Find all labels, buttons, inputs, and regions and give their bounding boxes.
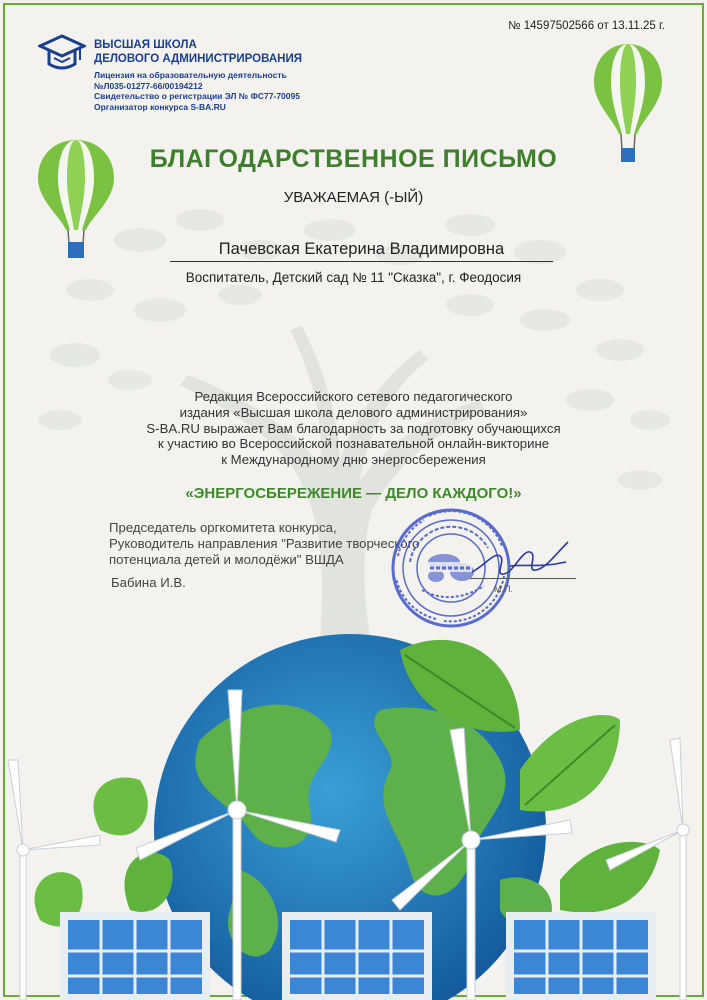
registration-line: Свидетельство о регистрации ЭЛ № ФС77-70095 bbox=[94, 91, 300, 101]
solar-panel-icon bbox=[282, 912, 432, 1000]
solar-panel-icon bbox=[506, 912, 656, 1000]
body-line: издания «Высшая школа делового администрирования» bbox=[179, 404, 528, 420]
body-line: к Международному дню энергосбережения bbox=[221, 452, 486, 468]
license-line1: Лицензия на образовательную деятельность bbox=[94, 70, 287, 80]
organization-name bbox=[94, 38, 302, 66]
recipient-position: Воспитатель, Детский сад № 11 "Сказка", г. Феодосия bbox=[185, 270, 522, 285]
body-line: к участию во Всероссийской познавательной онлайн-викторине bbox=[157, 436, 550, 452]
org-name-line2: ДЕЛОВОГО АДМИНИСТРИРОВАНИЯ bbox=[94, 53, 303, 65]
recipient-name: Пачевская Екатерина Владимировна bbox=[170, 240, 553, 262]
greeting: УВАЖАЕМАЯ (-ЫЙ) bbox=[283, 189, 424, 206]
chair-line: Руководитель направления "Развитие творческого bbox=[109, 535, 420, 551]
document-title: БЛАГОДАРСТВЕННОЕ ПИСЬМО bbox=[149, 145, 558, 173]
signature bbox=[470, 536, 570, 584]
document-number: № 14597502566 от 13.11.25 г. bbox=[508, 20, 665, 32]
signature-line bbox=[470, 578, 576, 579]
chair-line: Председатель оргкомитета конкурса, bbox=[109, 520, 337, 535]
organization-details bbox=[94, 70, 300, 112]
eco-energy-illustration bbox=[0, 620, 707, 1000]
chair-line: потенциала детей и молодёжи" ВШДА bbox=[109, 551, 344, 567]
body-line: Редакция Всероссийского сетевого педагогического bbox=[194, 389, 513, 404]
organizer-line: Организатор конкурса S-BA.RU bbox=[94, 101, 226, 112]
letter-body bbox=[90, 389, 617, 468]
chairman-title bbox=[109, 520, 419, 567]
chairman-name: Бабина И.В. bbox=[111, 575, 186, 590]
org-name-line1: ВЫСШАЯ ШКОЛА bbox=[94, 39, 197, 51]
stamp-place-mark: М.П. bbox=[494, 584, 513, 594]
body-line: S-BA.RU выражает Вам благодарность за подготовку обучающихся bbox=[146, 420, 561, 436]
license-line2: №Л035-01277-66/00194212 bbox=[94, 80, 203, 91]
contest-name: «ЭНЕРГОСБЕРЕЖЕНИЕ — ДЕЛО КАЖДОГО!» bbox=[185, 485, 522, 502]
graduation-cap-logo-icon bbox=[38, 34, 86, 74]
solar-panel-icon bbox=[60, 912, 210, 1000]
